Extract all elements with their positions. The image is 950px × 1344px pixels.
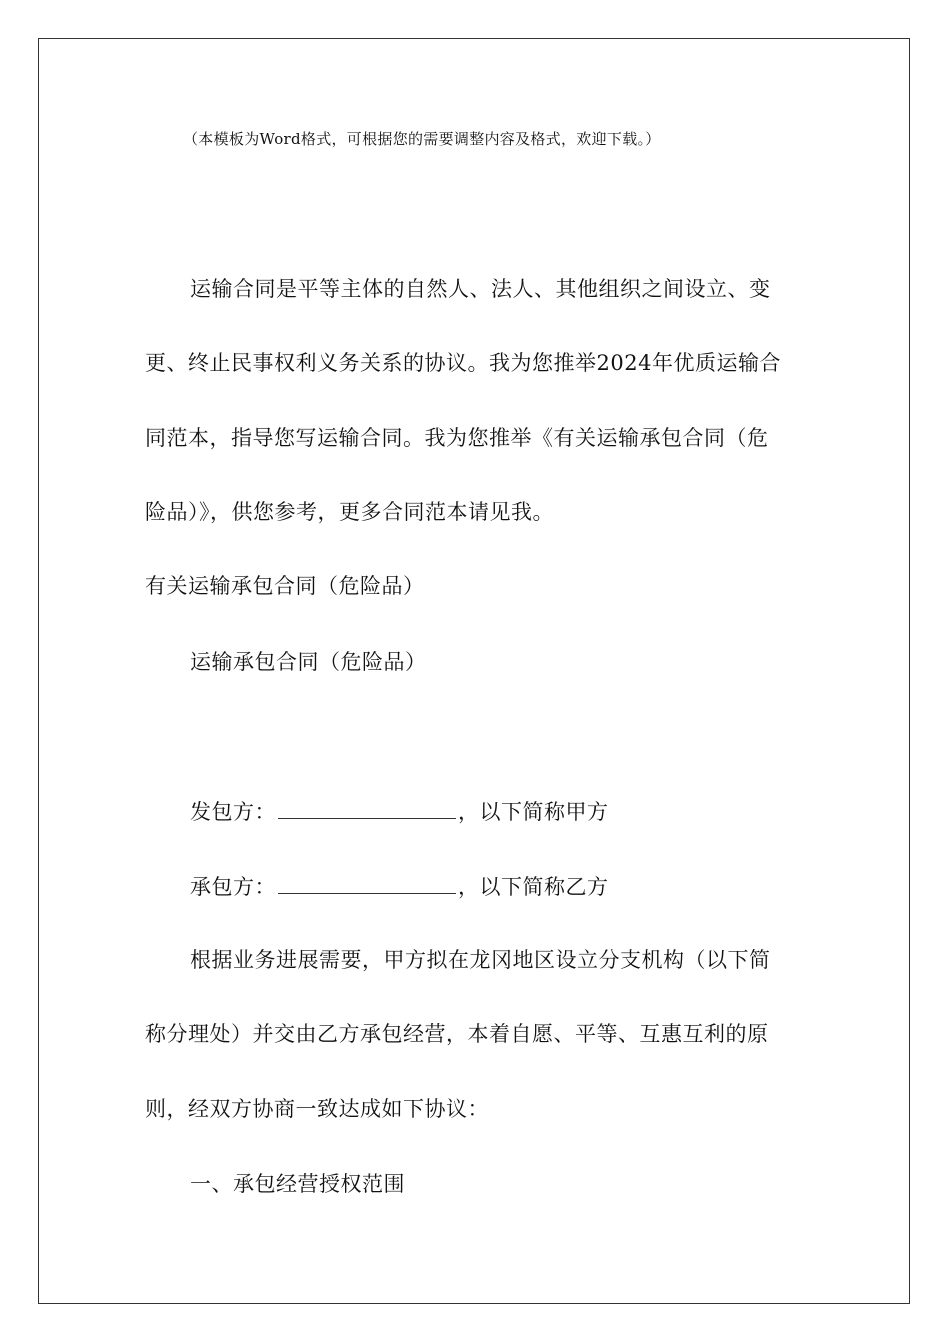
section-1-title: 一、承包经营授权范围 [190,1172,405,1196]
contract-title: 运输承包合同（危险品） [190,650,427,674]
preamble-line-3: 则，经双方协商一致达成如下协议： [145,1097,489,1121]
party-a-blank-field[interactable] [278,796,456,819]
preamble-line-1: 根据业务进展需要，甲方拟在龙冈地区设立分支机构（以下简 [190,948,771,972]
party-a-suffix: ，以下简称甲方 [458,800,609,824]
party-b-line [190,871,609,901]
party-b-blank-field[interactable] [278,871,456,894]
document-heading: 有关运输承包合同（危险品） [145,574,425,598]
party-b-suffix: ，以下简称乙方 [458,875,609,899]
intro-line-4: 险品）》，供您参考，更多合同范本请见我。 [145,500,554,524]
template-note: （本模板为Word格式，可根据您的需要调整内容及格式，欢迎下载。） [183,130,661,148]
intro-line-1: 运输合同是平等主体的自然人、法人、其他组织之间设立、变 [190,277,771,301]
intro-line-3: 同范本，指导您写运输合同。我为您推举《有关运输承包合同（危 [145,426,769,450]
party-a-label: 发包方： [190,800,276,824]
party-b-label: 承包方： [190,875,276,899]
intro-line-2: 更、终止民事权利义务关系的协议。我为您推举2024年优质运输合 [145,351,781,375]
preamble-line-2: 称分理处）并交由乙方承包经营，本着自愿、平等、互惠互利的原 [145,1022,769,1046]
party-a-line [190,796,609,826]
